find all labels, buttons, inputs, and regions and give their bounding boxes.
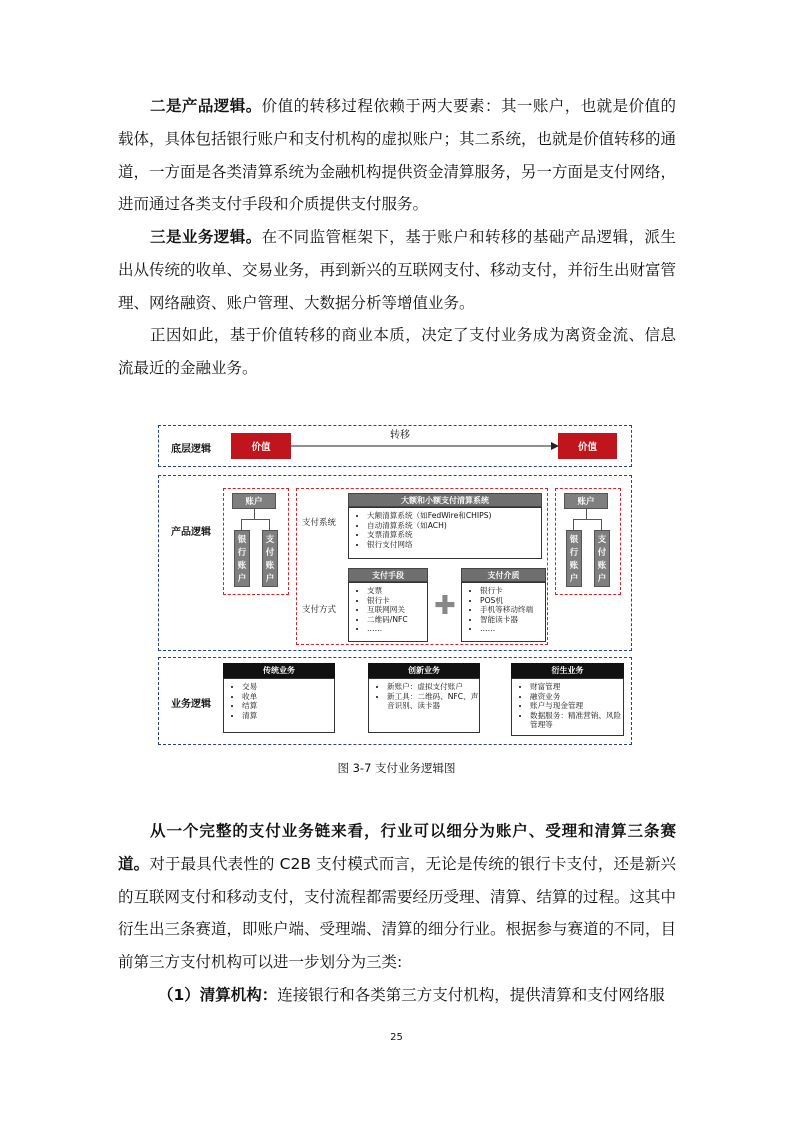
list-item: • POS机 bbox=[480, 596, 545, 606]
pay-system-label: 支付系统 bbox=[302, 518, 337, 528]
paragraph-conclusion bbox=[118, 319, 676, 385]
transfer-arrow-icon bbox=[291, 439, 559, 453]
connector bbox=[573, 519, 601, 520]
list-item: • 新工具：二维码、NFC、声音识别、读卡器 bbox=[387, 692, 479, 711]
pay-media-head: 支付介质 bbox=[461, 568, 546, 582]
list-item: • 账户与现金管理 bbox=[530, 701, 623, 711]
paragraph-body: 在不同监管框架下，基于账户和转移的基础产品逻辑，派生出从传统的收单、交易业务，再到新兴的互联网支付、移动支付，并衍生出财富管理、网络融资、账户管理、大数据分析等增值业务。 bbox=[118, 228, 677, 312]
bank-account-box-right: 银行账户 bbox=[566, 530, 582, 587]
paragraph-industry-tracks bbox=[118, 815, 676, 979]
paragraph-lead: 二是产品逻辑。 bbox=[150, 97, 262, 115]
account-head-left: 账户 bbox=[232, 493, 276, 509]
pay-method-label: 支付方式 bbox=[302, 605, 337, 615]
pay-means-head: 支付手段 bbox=[348, 568, 428, 582]
list-item: • 银行支付网络 bbox=[367, 540, 541, 550]
list-item: • 融资业务 bbox=[530, 692, 623, 702]
list-item: • 结算 bbox=[242, 701, 334, 711]
list-item: • 自动清算系统（如ACH) bbox=[367, 521, 541, 531]
list-item: • 智能读卡器 bbox=[480, 615, 545, 625]
list-item: • 互联网网关 bbox=[367, 605, 427, 615]
connector bbox=[586, 509, 587, 519]
clearing-system-list bbox=[348, 507, 542, 559]
payment-logic-diagram bbox=[158, 425, 632, 745]
list-item: • 银行卡 bbox=[367, 596, 427, 606]
innovative-business-list bbox=[368, 678, 480, 733]
paragraph-body: 价值的转移过程依赖于两大要素：其一账户，也就是价值的载体，具体包括银行账户和支付机构的虚拟账户；其二系统，也就是价值转移的通道，一方面是各类清算系统为金融机构提供资金清算服务，另一方面是支付网络，进而通过各类支付手段和介质提供支付服务。 bbox=[118, 97, 677, 214]
paragraph-clearing-institutions bbox=[118, 979, 676, 1012]
paragraph-body: 对于最具代表性的 C2B 支付模式而言，无论是传统的银行卡支付，还是新兴的互联网支付和移动支付，支付流程都需要经历受理、清算、结算的过程。这其中衍生出三条赛道，即账户端、受理端、清算的细分行业。根据参与赛道的不同，目前第三方支付机构可以进一步划分为三类: bbox=[118, 854, 677, 972]
list-item: • 财富管理 bbox=[530, 682, 623, 692]
row-label-business-logic: 业务逻辑 bbox=[171, 699, 211, 710]
page-number: 25 bbox=[390, 1032, 403, 1043]
derivative-business-head: 衍生业务 bbox=[511, 663, 624, 678]
connector bbox=[601, 519, 602, 530]
row-label-bottom-logic: 底层逻辑 bbox=[171, 444, 211, 455]
connector bbox=[254, 509, 255, 519]
figure-caption: 图 3-7 支付业务逻辑图 bbox=[337, 761, 456, 775]
list-item: • 银行卡 bbox=[480, 586, 545, 596]
list-item: • 支票 bbox=[367, 586, 427, 596]
list-item: • 收单 bbox=[242, 692, 334, 702]
traditional-business-head: 传统业务 bbox=[223, 663, 335, 678]
list-item: • …… bbox=[480, 624, 545, 634]
paragraph-body: 正因如此，基于价值转移的商业本质，决定了支付业务成为离资金流、信息流最近的金融业务。 bbox=[118, 326, 676, 377]
list-item: • …… bbox=[367, 624, 427, 634]
innovative-business-head: 创新业务 bbox=[368, 663, 480, 678]
list-item: • 数据服务：精准营销、风险管理等 bbox=[530, 711, 623, 730]
connector bbox=[269, 519, 270, 530]
paragraph-lead: （1）清算机构： bbox=[158, 986, 278, 1004]
clearing-system-head: 大额和小额支付清算系统 bbox=[348, 493, 542, 507]
plus-icon: ✚ bbox=[434, 591, 456, 621]
list-item: • 清算 bbox=[242, 711, 334, 721]
pay-account-box-left: 支付账户 bbox=[262, 530, 278, 587]
list-item: • 支票清算系统 bbox=[367, 530, 541, 540]
transfer-label: 转移 bbox=[390, 430, 410, 441]
pay-media-list bbox=[461, 582, 546, 642]
derivative-business-list bbox=[511, 678, 624, 736]
list-item: • 二维码/NFC bbox=[367, 615, 427, 625]
account-head-right: 账户 bbox=[564, 493, 608, 509]
paragraph-business-logic bbox=[118, 221, 676, 319]
pay-means-list bbox=[348, 582, 428, 642]
list-item: • 手机等移动终端 bbox=[480, 605, 545, 615]
paragraph-lead: 三是业务逻辑。 bbox=[150, 228, 262, 246]
pay-account-box-right: 支付账户 bbox=[594, 530, 610, 587]
paragraph-product-logic bbox=[118, 90, 676, 221]
traditional-business-list bbox=[223, 678, 335, 733]
bank-account-box-left: 银行账户 bbox=[234, 530, 250, 587]
connector bbox=[241, 519, 242, 530]
list-item: • 大额清算系统（如FedWire和CHIPS) bbox=[367, 511, 541, 521]
value-box-left: 价值 bbox=[231, 433, 291, 459]
connector bbox=[573, 519, 574, 530]
row-label-product-logic: 产品逻辑 bbox=[171, 527, 211, 538]
paragraph-lead: 从一个完整的支付业务链来看，行业可以细分为账户、受理和清算三条赛道。 bbox=[118, 822, 676, 873]
connector bbox=[241, 519, 269, 520]
list-item: • 新账户：虚拟支付账户 bbox=[387, 682, 479, 692]
value-box-right: 价值 bbox=[558, 433, 617, 459]
list-item: • 交易 bbox=[242, 682, 334, 692]
paragraph-body: 连接银行和各类第三方支付机构，提供清算和支付网络服 bbox=[277, 986, 665, 1004]
